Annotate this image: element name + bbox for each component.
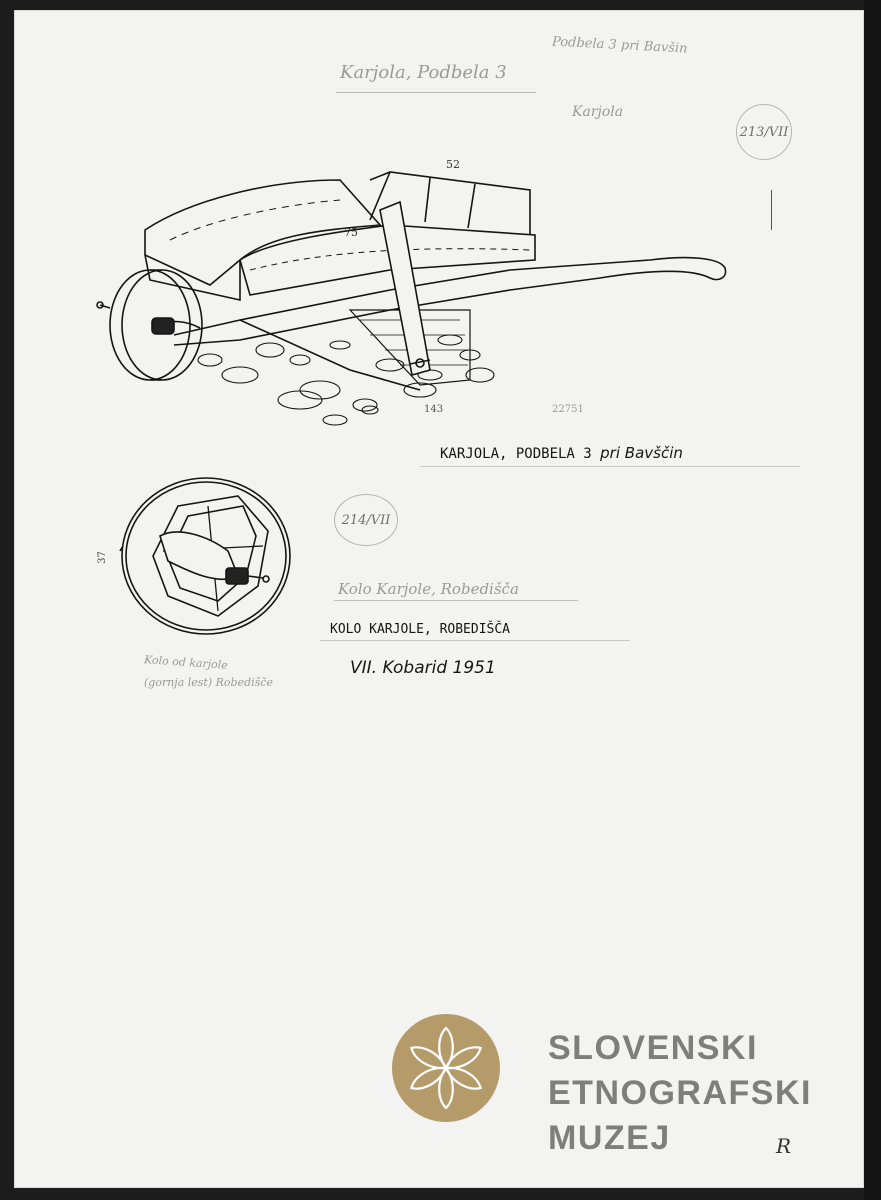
logo-line-2: ETNOGRAFSKI — [548, 1074, 812, 1112]
logo-line-3: MUZEJ — [548, 1119, 671, 1157]
pencil-caption-wheel: Kolo Karjole, Robedišča — [338, 580, 519, 598]
caption-wheel: KOLO KARJOLE, ROBEDIŠČA — [330, 622, 511, 637]
wheel — [97, 270, 202, 380]
pencil-dim-52: 52 — [446, 158, 460, 171]
pencil-dim-75: 75 — [344, 226, 358, 239]
logo-line-1: SLOVENSKI — [548, 1029, 758, 1067]
ground-stones — [198, 335, 494, 425]
pencil-dim-right: 22751 — [552, 404, 584, 415]
corner-mark: R — [776, 1134, 792, 1158]
pencil-note-left-2: (gornja lest) Robedišče — [144, 676, 273, 689]
pencil-dim-143: 143 — [424, 404, 444, 415]
caption-wheelbarrow: KARJOLA, PODBELA 3 pri Bavščin — [440, 444, 683, 462]
museum-logo-text — [548, 1026, 812, 1161]
pencil-title-top: Karjola, Podbela 3 — [340, 62, 507, 83]
caption-rule — [420, 466, 800, 467]
pencil-note-top-right: Podbela 3 pri Bavšin — [551, 34, 688, 57]
catalog-number-214: 214/VII — [334, 494, 398, 546]
wheel-drawing — [118, 476, 298, 636]
caption-rule-2 — [320, 640, 630, 641]
museum-logo-mark — [392, 1014, 500, 1122]
pencil-tick — [771, 190, 772, 230]
pencil-underline-2 — [334, 600, 578, 601]
wheelbarrow-drawing — [90, 160, 740, 440]
catalog-number-213: 213/VII — [736, 104, 792, 160]
pencil-dim-37: 37 — [96, 551, 108, 564]
cargo-box — [145, 172, 535, 385]
frame — [174, 258, 726, 390]
caption-place-date: VII. Kobarid 1951 — [350, 658, 496, 678]
pencil-underline — [336, 92, 536, 93]
scan-border — [864, 0, 881, 1200]
pencil-note-left-1: Kolo od karjole — [143, 653, 229, 672]
pencil-note-karjola: Karjola — [572, 104, 624, 120]
